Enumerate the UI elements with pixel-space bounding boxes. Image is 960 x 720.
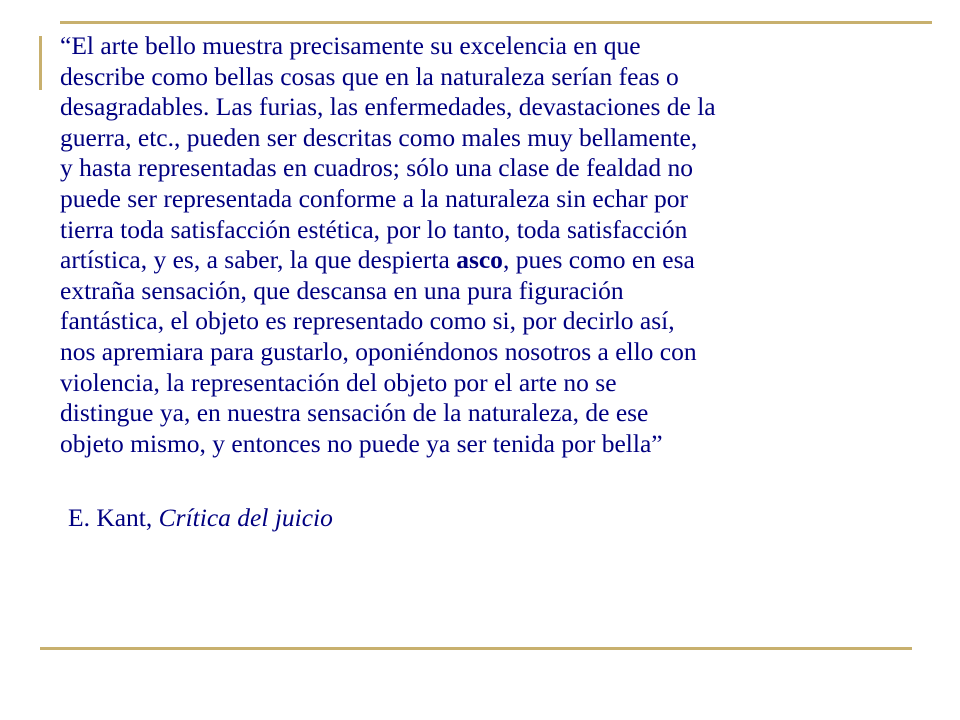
quote-line: violencia, la representación del objeto por el arte no se [60,367,617,397]
quote-line: distingue ya, en nuestra sensación de la naturaleza, de ese [60,398,649,428]
slide-content [60,31,870,532]
work-title: Crítica del juicio [158,503,333,532]
quote-line: objeto mismo, y entonces no puede ya ser tenida por bella” [60,428,663,458]
top-rule [60,21,932,24]
emphasized-word: asco [456,245,503,275]
author-name: E. Kant, [68,503,159,532]
quote-line: guerra, etc., pueden ser descritas como males muy bellamente, [60,122,698,152]
quote-line: fantástica, el objeto es representado como si, por decirlo así, [60,306,675,336]
left-rule [39,36,42,90]
quote-line: describe como bellas cosas que en la naturaleza serían feas o [60,61,679,91]
quote-line: tierra toda satisfacción estética, por lo tanto, toda satisfacción [60,214,688,244]
quote-line: “El arte bello muestra precisamente su excelencia en que [60,31,641,60]
bottom-rule [40,647,912,650]
quote-line: nos apremiara para gustarlo, oponiéndonos nosotros a ello con [60,336,697,366]
quote-line-with-emphasis [60,245,870,276]
quote-text: , pues como en esa [502,245,695,275]
quote-text: artística, y es, a saber, la que despierta [60,245,457,275]
quote-line: desagradables. Las furias, las enfermedades, devastaciones de la [60,92,716,122]
quote-line: extraña sensación, que descansa en una pura figuración [60,275,624,305]
quote-attribution [68,503,333,533]
quote-line: puede ser representada conforme a la naturaleza sin echar por [60,183,688,213]
kant-quote [60,31,870,459]
quote-line: y hasta representadas en cuadros; sólo una clase de fealdad no [60,153,693,183]
